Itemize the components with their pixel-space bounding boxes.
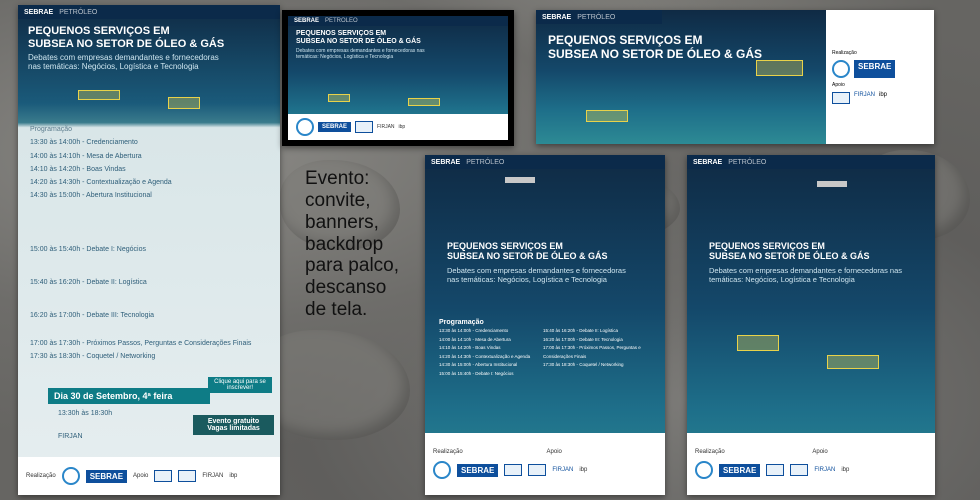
partner-logo-icon xyxy=(504,464,522,476)
brand-logo: SEBRAE xyxy=(542,13,572,21)
agenda-item: 15:00 às 15:40h - Debate I: Negócios xyxy=(30,245,146,253)
title-line-1: PEQUENOS SERVIÇOS EM xyxy=(296,30,387,37)
poster-title xyxy=(687,169,935,262)
caption-line: convite, xyxy=(305,189,371,211)
poster-footer xyxy=(425,433,665,495)
title-line-1: PEQUENOS SERVIÇOS EM xyxy=(709,241,825,251)
agenda-item: 14:30 às 15:00h - Abertura Institucional xyxy=(439,362,518,368)
invite-topbar xyxy=(18,5,280,19)
agenda-item: 17:30 às 18:30h - Coquetel / Networking xyxy=(543,362,624,368)
poster-agenda-col1 xyxy=(439,327,539,378)
partner-logo-icon xyxy=(154,470,172,482)
agenda-item: 14:00 às 14:10h - Mesa de Abertura xyxy=(30,152,142,160)
subsea-rig xyxy=(827,355,879,369)
agenda-item: 15:40 às 16:20h - Debate II: Logística xyxy=(543,328,619,333)
title-line-1: PEQUENOS SERVIÇOS EM xyxy=(548,33,703,47)
apoio-label: Apoio xyxy=(133,473,149,479)
agenda-item: 14:10 às 14:20h - Boas Vindas xyxy=(30,165,126,173)
caption-line: backdrop xyxy=(305,233,384,255)
program-heading: Programação xyxy=(30,126,73,133)
caption-line: descanso xyxy=(305,277,387,299)
poster-description: Debates com empresas demandantes e fornecedoras nas temáticas: Negócios, Logística e Tecnologia xyxy=(709,265,903,284)
free-badge xyxy=(193,415,274,435)
screensaver-description: Debates com empresas demandantes e fornecedoras nas temáticas: Negócios, Logística e Tecnologia xyxy=(296,48,425,61)
sebrae-logo: SEBRAE xyxy=(86,470,127,483)
partner-logo-icon xyxy=(766,464,784,476)
limited-label: Vagas limitadas xyxy=(207,425,260,432)
ibp-logo: ibp xyxy=(841,467,850,473)
invite-footer xyxy=(18,457,280,495)
caption-line: banners, xyxy=(305,211,379,233)
subsea-rig xyxy=(737,335,779,351)
firjan-logo: FIRJAN xyxy=(552,467,574,473)
poster-description: Debates com empresas demandantes e fornecedoras nas temáticas: Negócios, Logística e Tecnologia xyxy=(447,265,626,284)
agenda-item: 14:30 às 15:00h - Abertura Institucional xyxy=(30,192,152,200)
apoio-label: Apoio xyxy=(832,82,845,88)
realizacao-label: Realização xyxy=(26,473,56,479)
brand-logo: SEBRAE xyxy=(431,158,461,166)
free-label: Evento gratuito xyxy=(207,418,260,425)
title-line-2: SUBSEA NO SETOR DE ÓLEO & GÁS xyxy=(709,251,870,262)
partner-logo-icon xyxy=(528,464,546,476)
banner-logo-panel xyxy=(826,10,934,144)
ship-shape xyxy=(817,181,847,187)
firjan-logo: FIRJAN xyxy=(202,473,224,479)
ibp-logo: ibp xyxy=(398,124,406,130)
partner-logo-icon xyxy=(355,121,373,133)
agenda-item: 17:00 às 17:30h - Próximos Passos, Perguntas e Considerações Finais xyxy=(543,345,641,359)
sector-label: PETRÓLEO xyxy=(728,158,767,166)
realizacao-label: Realização xyxy=(832,50,857,56)
ship-shape xyxy=(505,177,535,183)
brand-logo: SEBRAE xyxy=(294,18,320,24)
sebrae-logo: SEBRAE xyxy=(318,122,351,132)
agenda-item: 13:30 às 14:00h - Credenciamento xyxy=(30,139,138,147)
caption-line: Evento: xyxy=(305,168,370,189)
subsea-rig xyxy=(756,60,803,76)
invite-card xyxy=(18,5,280,495)
ibp-logo: ibp xyxy=(229,473,238,479)
firjan-logo: FIRJAN xyxy=(814,467,836,473)
subsea-rig xyxy=(408,98,440,106)
agenda-item: 14:20 às 14:30h - Contextualização e Agenda xyxy=(439,353,531,359)
screensaver-screen xyxy=(288,16,508,140)
agenda-item: 15:00 às 15:40h - Debate I: Negócios xyxy=(439,370,514,376)
screensaver-title xyxy=(288,26,508,46)
event-date: Dia 30 de Setembro, 4ª feira xyxy=(48,388,210,404)
firjan-logo: FIRJAN xyxy=(854,92,875,98)
invite-agenda xyxy=(30,123,270,363)
subsea-rig xyxy=(78,90,120,100)
invite-description: Debates com empresas demandantes e fornecedoras nas temáticas: Negócios, Logística e Tecnologia xyxy=(28,53,219,72)
realizacao-label: Realização xyxy=(695,449,725,455)
heart-logo-icon xyxy=(832,60,850,78)
sector-label: PETRÓLEO xyxy=(466,158,505,166)
heart-logo-icon xyxy=(296,118,314,136)
title-line-2: SUBSEA NO SETOR DE ÓLEO & GÁS xyxy=(296,38,421,46)
apoio-label: Apoio xyxy=(546,449,562,455)
title-line-2: SUBSEA NO SETOR DE ÓLEO & GÁS xyxy=(548,46,763,61)
subsea-rig xyxy=(328,94,350,102)
brand-logo: SEBRAE xyxy=(693,158,723,166)
agenda-item: 16:20 às 17:00h - Debate III: Tecnologia xyxy=(543,336,623,342)
event-venue: FIRJAN xyxy=(58,433,83,440)
heart-logo-icon xyxy=(695,461,713,479)
poster-agenda-col2 xyxy=(543,327,653,370)
partner-logo-icon xyxy=(832,92,850,104)
partner-logo-icon xyxy=(178,470,196,482)
sector-label: PETRÓLEO xyxy=(59,8,98,16)
agenda-item: 14:20 às 14:30h - Contextualização e Agenda xyxy=(30,179,172,187)
heart-logo-icon xyxy=(433,461,451,479)
screensaver-card xyxy=(282,10,514,146)
apoio-label: Apoio xyxy=(812,449,828,455)
subsea-rig xyxy=(586,110,628,122)
banner-topbar xyxy=(536,10,662,24)
agenda-item: 16:20 às 17:00h - Debate III: Tecnologia xyxy=(30,312,155,320)
sebrae-logo: SEBRAE xyxy=(457,464,498,477)
agenda-item: 14:10 às 14:20h - Boas Vindas xyxy=(439,345,501,351)
agenda-item: 17:30 às 18:30h - Coquetel / Networking xyxy=(30,352,156,360)
poster-title xyxy=(425,169,665,262)
title-line-2: SUBSEA NO SETOR DE ÓLEO & GÁS xyxy=(28,37,225,50)
screensaver-topbar xyxy=(288,16,508,26)
title-line-1: PEQUENOS SERVIÇOS EM xyxy=(28,25,170,37)
invite-title xyxy=(18,19,280,50)
poster-topbar xyxy=(687,155,935,169)
subsea-rig xyxy=(168,97,200,109)
title-line-2: SUBSEA NO SETOR DE ÓLEO & GÁS xyxy=(447,251,608,262)
agenda-item: 15:40 às 16:20h - Debate II: Logística xyxy=(30,279,147,287)
ibp-logo: ibp xyxy=(879,92,888,98)
sebrae-logo: SEBRAE xyxy=(719,464,760,477)
sector-label: PETRÓLEO xyxy=(577,13,616,21)
caption-line: de tela. xyxy=(305,299,368,321)
agenda-item: 14:00 às 14:10h - Mesa de Abertura xyxy=(439,336,511,342)
event-caption xyxy=(305,168,420,321)
poster-footer xyxy=(687,433,935,495)
program-heading: Programação xyxy=(439,319,484,326)
register-button[interactable]: Clique aqui para se inscrever! xyxy=(208,377,272,393)
brand-logo: SEBRAE xyxy=(24,8,54,16)
poster-program-card xyxy=(425,155,665,495)
agenda-item: 13:30 às 14:00h - Credenciamento xyxy=(439,328,509,333)
firjan-logo: FIRJAN xyxy=(377,124,395,130)
ibp-logo: ibp xyxy=(579,467,588,473)
event-time: 13:30h às 18:30h xyxy=(58,410,113,417)
title-line-1: PEQUENOS SERVIÇOS EM xyxy=(447,241,563,251)
screensaver-footer xyxy=(288,114,508,140)
banner-card xyxy=(536,10,934,144)
agenda-item: 17:00 às 17:30h - Próximos Passos, Perguntas e Considerações Finais xyxy=(30,339,252,347)
caption-line: para palco, xyxy=(305,255,400,277)
sebrae-logo: SEBRAE xyxy=(854,60,895,78)
realizacao-label: Realização xyxy=(433,449,463,455)
partner-logo-icon xyxy=(790,464,808,476)
poster-card xyxy=(687,155,935,495)
heart-logo-icon xyxy=(62,467,80,485)
sector-label: PETRÓLEO xyxy=(325,18,358,24)
poster-topbar xyxy=(425,155,665,169)
